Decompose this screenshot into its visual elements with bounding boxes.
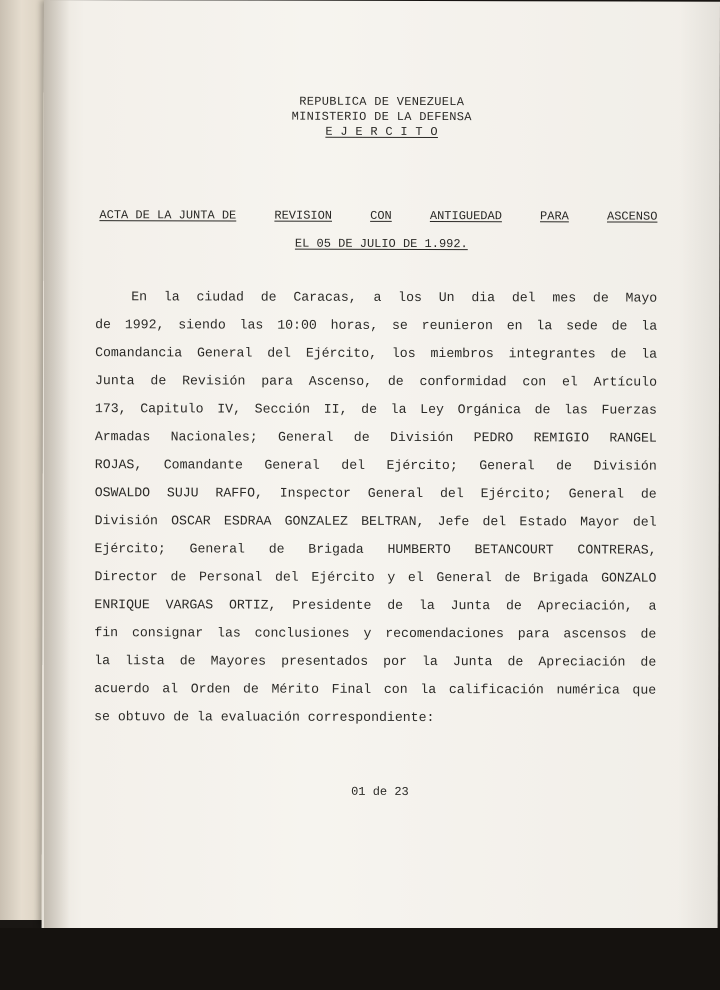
title-word: PARA — [540, 209, 569, 224]
body-line: Director de Personal del Ejército y el General de Brigada GONZALO — [94, 569, 657, 586]
body-line: de 1992, siendo las 10:00 horas, se reunieron en la sede de la — [95, 317, 658, 334]
body-line: OSWALDO SUJU RAFFO, Inspector General del Ejército; General de — [94, 485, 657, 502]
title-word: CON — [370, 208, 392, 223]
title-word: ANTIGUEDAD — [429, 209, 502, 224]
page-shading — [678, 2, 720, 930]
document-title — [99, 208, 657, 223]
body-line: Ejército; General de Brigada HUMBERTO BETANCOURT CONTRERAS, — [94, 541, 657, 558]
document-page — [42, 0, 720, 930]
title-word: REVISION — [274, 208, 333, 223]
body-line: Armadas Nacionales; General de División PEDRO REMIGIO RANGEL — [94, 429, 657, 446]
body-line: se obtuvo de la evaluación correspondiente: — [94, 709, 435, 726]
body-line: ROJAS, Comandante General del Ejército; General de División — [94, 457, 657, 474]
body-line: División OSCAR ESDRAA GONZALEZ BELTRAN, Jefe del Estado Mayor del — [94, 513, 657, 530]
body-line: En la ciudad de Caracas, a los Un dia del mes de Mayo — [131, 289, 658, 306]
background-surface — [0, 928, 720, 990]
body-line: ENRIQUE VARGAS ORTIZ, Presidente de la Junta de Apreciación, a — [94, 597, 657, 614]
page-number: 01 de 23 — [351, 784, 409, 799]
body-line: fin consignar las conclusiones y recomendaciones para ascensos de — [94, 625, 657, 642]
header-ministry: MINISTERIO DE LA DEFENSA — [291, 109, 472, 125]
body-line: Junta de Revisión para Ascenso, de conformidad con el Artículo — [94, 373, 658, 390]
document-date: EL 05 DE JULIO DE 1.992. — [294, 236, 468, 252]
body-line: acuerdo al Orden de Mérito Final con la calificación numérica que — [94, 681, 657, 698]
header-army: E J E R C I T O — [325, 124, 438, 140]
body-line: Comandancia General del Ejército, los miembros integrantes de la — [95, 345, 658, 362]
header-republic: REPUBLICA DE VENEZUELA — [299, 94, 465, 110]
body-line: 173, Capitulo IV, Sección II, de la Ley Orgánica de las Fuerzas — [94, 401, 657, 418]
body-line: la lista de Mayores presentados por la Junta de Apreciación de — [94, 653, 657, 670]
title-word: ACTA DE LA JUNTA DE — [99, 208, 237, 223]
title-word: ASCENSO — [606, 209, 658, 224]
binding-shadow — [44, 0, 70, 928]
